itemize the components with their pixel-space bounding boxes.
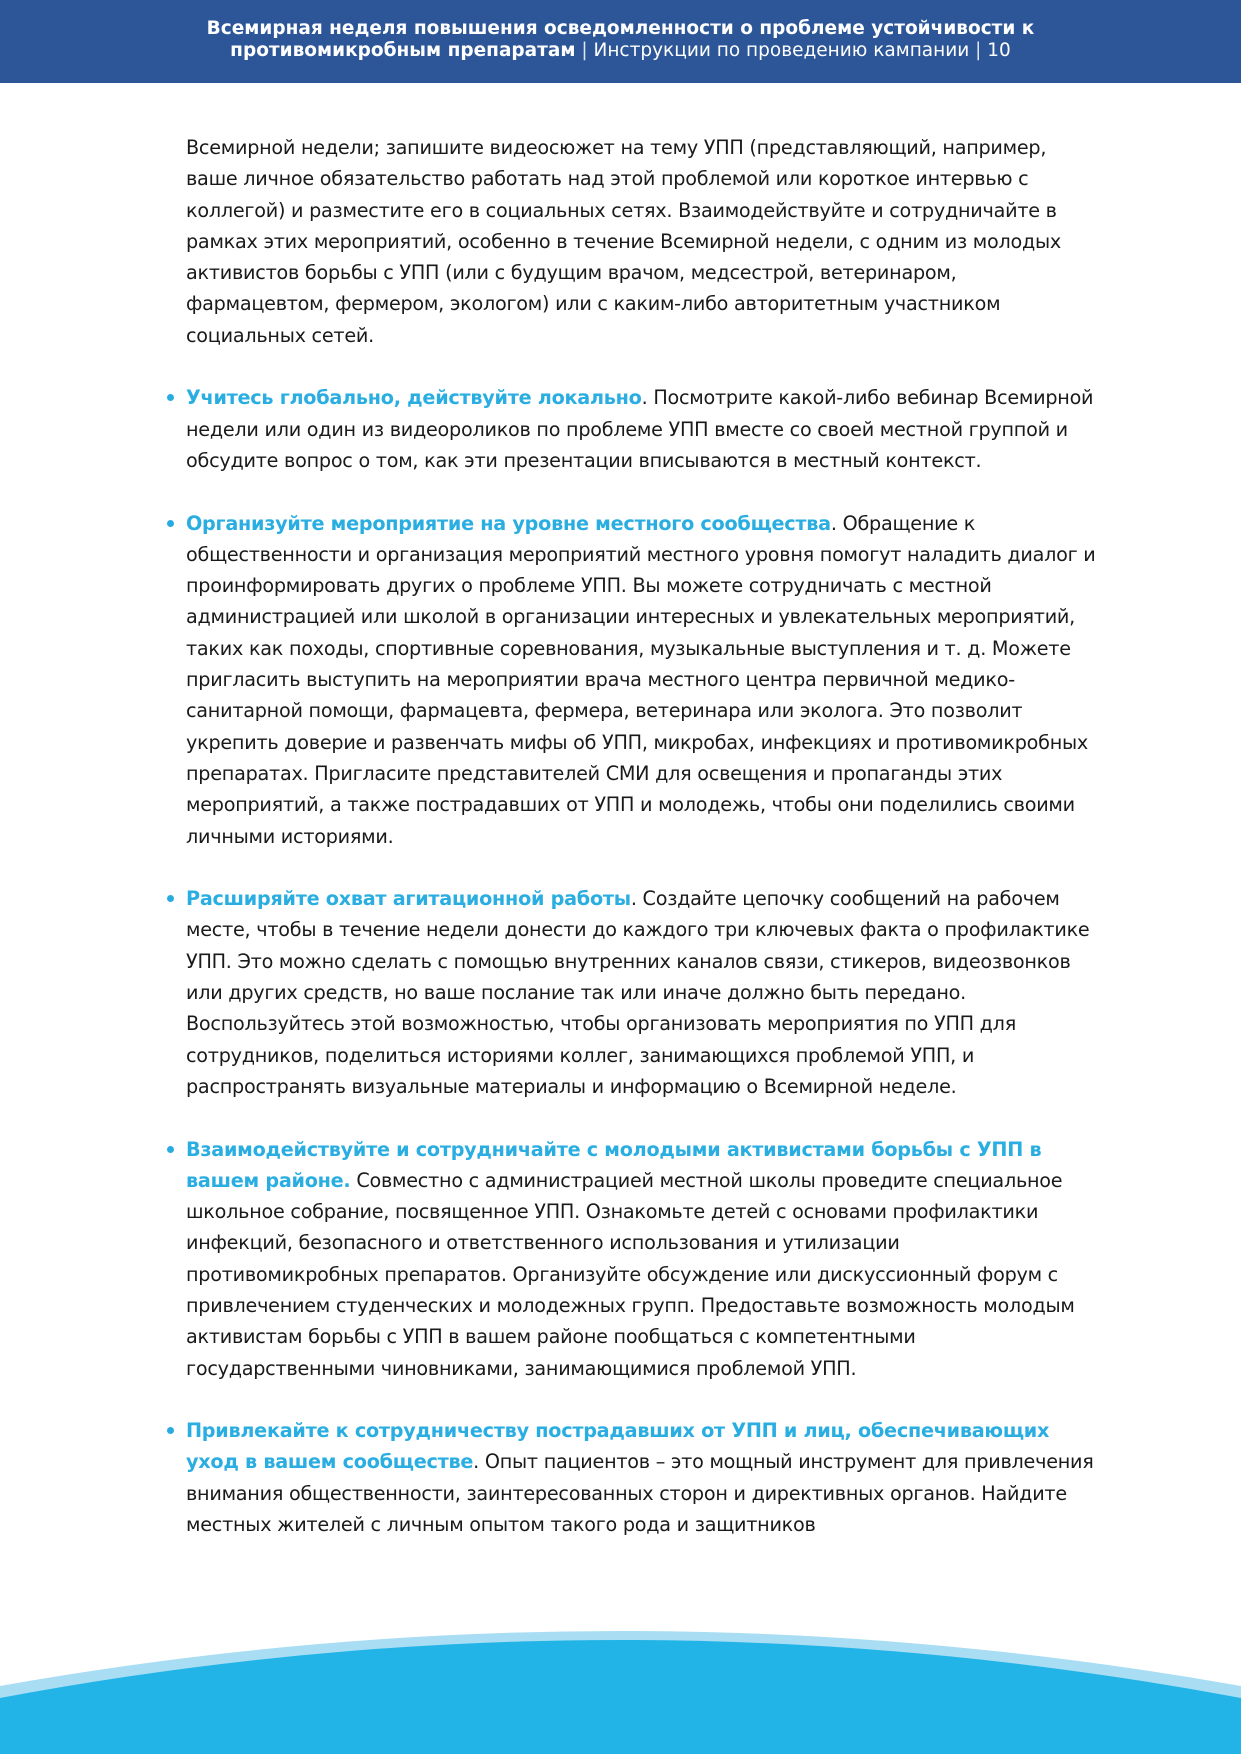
list-item — [186, 883, 1096, 1102]
page-header — [0, 0, 1241, 83]
list-item-text: . Опыт пациентов – это мощный инструмент для привлечения внимания общественности, заинтересованных сторон и директивных органов. Найдите местных жителей с личным опытом такого рода и защитников — [186, 1450, 1094, 1537]
bullet-list — [186, 382, 1096, 1540]
header-separator: | — [575, 40, 594, 61]
header-subtitle: Инструкции по проведению кампании — [593, 40, 970, 61]
intro-paragraph: Всемирной недели; запишите видеосюжет на тему УПП (представляющий, например, ваше личное обязательство работать над этой проблемой или короткое интервью с коллегой) и разместите его в социальных сетях. Взаимодействуйте и сотрудничайте в рамках этих мероприятий, особенно в течение Всемирной недели, с одним из молодых активистов борьбы с УПП (или с будущим врачом, медсестрой, ветеринаром, фармацевтом, фермером, экологом) или с каким-либо авторитетным участником социальных сетей. — [186, 136, 1061, 347]
list-item-title: Привлекайте к сотрудничеству пострадавших от УПП и лиц, обеспечивающих уход в вашем сообществе — [186, 1419, 1050, 1474]
footer-wave-main — [0, 1640, 1241, 1754]
list-item-text: . Создайте цепочку сообщений на рабочем месте, чтобы в течение недели донести до каждого три ключевых факта о профилактике УПП. Это можно сделать с помощью внутренних каналов связи, стикеров, видеозвонков или других средств, но ваше послание так или иначе должно быть передано. Воспользуйтесь этой возможностью, чтобы организовать мероприятия по УПП для сотрудников, поделиться историями коллег, занимающихся проблемой УПП, и распространять визуальные материалы и информацию о Всемирной неделе. — [186, 887, 1090, 1098]
list-item — [186, 1415, 1096, 1540]
header-title-line1: Всемирная неделя повышения осведомленности о проблеме устойчивости к — [206, 18, 1035, 39]
list-item-text: . Посмотрите какой-либо вебинар Всемирной недели или один из видеороликов по проблеме УПП вместе со своей местной группой и обсудите вопрос о том, как эти презентации вписываются в местный контекст. — [186, 386, 1094, 472]
header-line-2 — [0, 40, 1241, 62]
page-number: 10 — [987, 40, 1011, 61]
list-item-title: Организуйте мероприятие на уровне местного сообщества — [186, 511, 831, 535]
header-line-1 — [0, 18, 1241, 40]
list-item — [186, 508, 1096, 852]
list-item-title: Взаимодействуйте и сотрудничайте с молодыми активистами борьбы с УПП в вашем районе. — [186, 1137, 1042, 1192]
footer-wave-decoration — [0, 1596, 1241, 1754]
list-item — [186, 382, 1096, 476]
list-item — [186, 1134, 1096, 1384]
header-title-line2: противомикробным препаратам — [230, 40, 576, 61]
list-item-text: Совместно с администрацией местной школы проведите специальное школьное собрание, посвященное УПП. Ознакомьте детей с основами профилактики инфекций, безопасного и ответственного использования и утилизации противомикробных препаратов. Организуйте обсуждение или дискуссионный форум с привлечением студенческих и молодежных групп. Предоставьте возможность молодым активистам борьбы с УПП в вашем районе пообщаться с компетентными государственными чиновниками, занимающимися проблемой УПП. — [186, 1168, 1075, 1380]
header-separator: | — [969, 40, 988, 61]
list-item-text: . Обращение к общественности и организация мероприятий местного уровня помогут наладить диалог и проинформировать других о проблеме УПП. Вы можете сотрудничать с местной администрацией или школой в организации интересных и увлекательных мероприятий, таких как походы, спортивные соревнования, музыкальные выступления и т. д. Можете пригласить выступить на мероприятии врача местного центра первичной медико-санитарной помощи, фармацевта, фермера, ветеринара или эколога. Это позволит укрепить доверие и развенчать мифы об УПП, микробах, инфекциях и противомикробных препаратах. Пригласите представителей СМИ для освещения и пропаганды этих мероприятий, а также пострадавших от УПП и молодежь, чтобы они поделились своими личными историями. — [186, 511, 1096, 848]
document-body — [186, 132, 1096, 1540]
list-item-title: Учитесь глобально, действуйте локально — [186, 386, 642, 410]
list-item-title: Расширяйте охват агитационной работы — [186, 887, 631, 911]
